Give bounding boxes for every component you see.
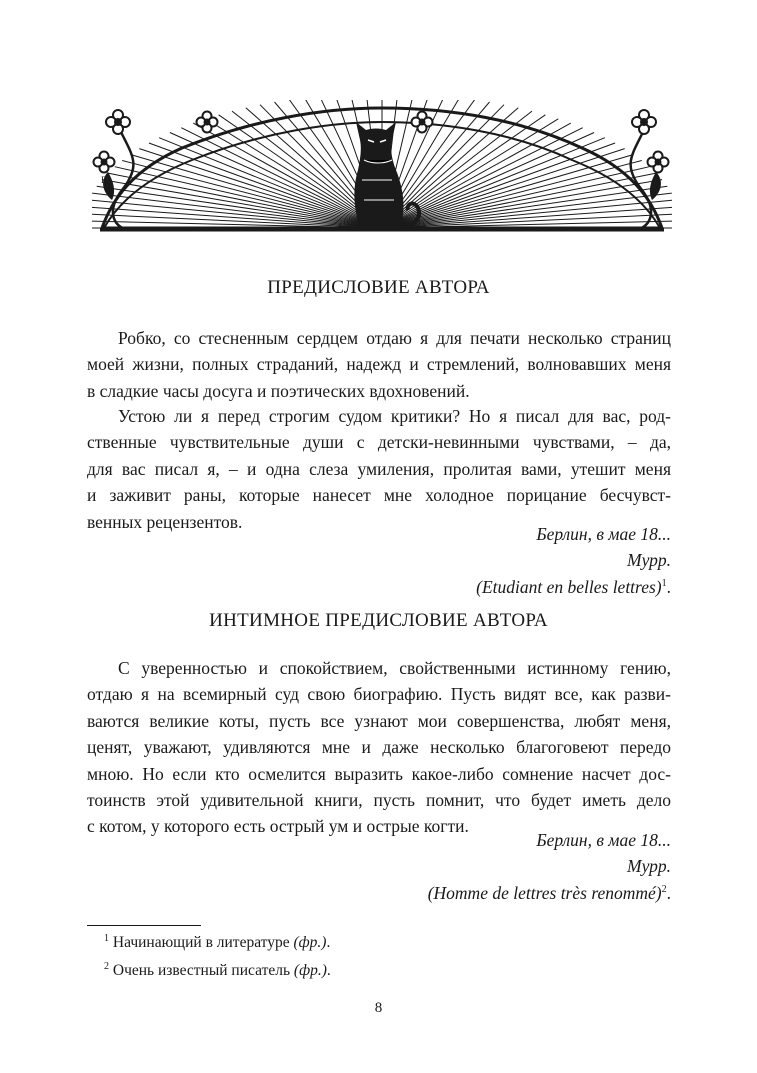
signature-place: Берлин, в мае 18...	[536, 524, 671, 544]
cat-icon	[354, 122, 419, 228]
text-line: отдаю я на всемирный суд свою биографию. Пусть видят все, как разви-	[87, 684, 671, 705]
signature-end: .	[666, 576, 671, 597]
footnote-end: .	[326, 934, 331, 951]
footnote-end: .	[326, 962, 331, 979]
text-line: Робко, со стесненным сердцем отдаю я для печати несколько страниц	[118, 328, 671, 348]
text-line: Устою ли я перед строгим судом критики? Но я писал для вас, род-	[118, 406, 671, 426]
section1-paragraph-1	[87, 325, 671, 404]
signature-title-line	[271, 880, 671, 906]
footnote-text: Начинающий в литературе	[112, 934, 294, 951]
text-line: тоинств этой удивительной книги, пусть помнит, что будет иметь дело	[87, 790, 671, 811]
footnote-2	[104, 962, 331, 980]
section1-title: ПРЕДИСЛОВИЕ АВТОРА	[267, 277, 490, 298]
signature-title-line	[271, 574, 671, 600]
section1-signature	[271, 521, 671, 600]
vignette-letter: E	[101, 175, 107, 185]
footnote-abbr: (фр.)	[293, 934, 327, 951]
section2-paragraph-1	[87, 655, 671, 840]
text-line: в сладкие часы досуга и поэтических вдохновений.	[87, 380, 470, 401]
signature-name: Мурр.	[627, 856, 671, 877]
text-line: ценят, уважают, удивляются мне и даже несколько благоговеют передо	[87, 737, 671, 758]
sunburst-ray	[382, 133, 594, 229]
text-line: моей жизни, полных страданий, надежд и стремлений, волновавших меня	[87, 354, 671, 375]
footnote-text: Очень известный писатель	[112, 962, 294, 979]
signature-place: Берлин, в мае 18...	[536, 830, 671, 850]
footnote-number: 1	[104, 932, 109, 944]
section1-paragraph-2	[87, 403, 671, 535]
section2-signature	[271, 827, 671, 906]
text-line: ваются великие коты, пусть все узнают мои совершенства, любят меня,	[87, 710, 671, 731]
section2-title: ИНТИМНОЕ ПРЕДИСЛОВИЕ АВТОРА	[209, 610, 548, 631]
text-line: С уверенностью и спокойствием, свойственными истинному гению,	[118, 658, 671, 678]
text-line: ственные чувствительные души с детски-невинными чувствами, – да,	[87, 432, 671, 453]
signature-end: .	[666, 882, 671, 903]
footnote-divider	[87, 925, 201, 926]
footnote-number: 2	[104, 960, 109, 972]
sunburst-ray	[170, 133, 382, 229]
text-line: венных рецензентов.	[87, 511, 243, 532]
text-line: и заживит раны, которые нанесет мне холодное порицание бесчувст-	[87, 485, 671, 506]
right-leaf	[650, 172, 661, 200]
footnote-abbr: (фр.)	[293, 962, 327, 979]
text-line: для вас писал я, – и одна слеза умиления, пролитая вами, утешит меня	[87, 458, 671, 479]
footnote-1	[104, 934, 330, 952]
footnote-ref: 1	[661, 577, 667, 589]
text-line: с котом, у которого есть острый ум и острые когти.	[87, 816, 469, 837]
text-line: мною. Но если кто осмелится выразить какое-либо сомнение насчет дос-	[87, 763, 671, 784]
page-number: 8	[374, 1000, 383, 1016]
signature-title: (Etudiant en belles lettres)	[476, 576, 662, 597]
cat-sunburst-vignette	[92, 100, 672, 240]
footnote-ref: 2	[661, 883, 667, 895]
signature-title: (Homme de lettres très renommé)	[427, 882, 662, 903]
signature-name: Мурр.	[627, 550, 671, 571]
